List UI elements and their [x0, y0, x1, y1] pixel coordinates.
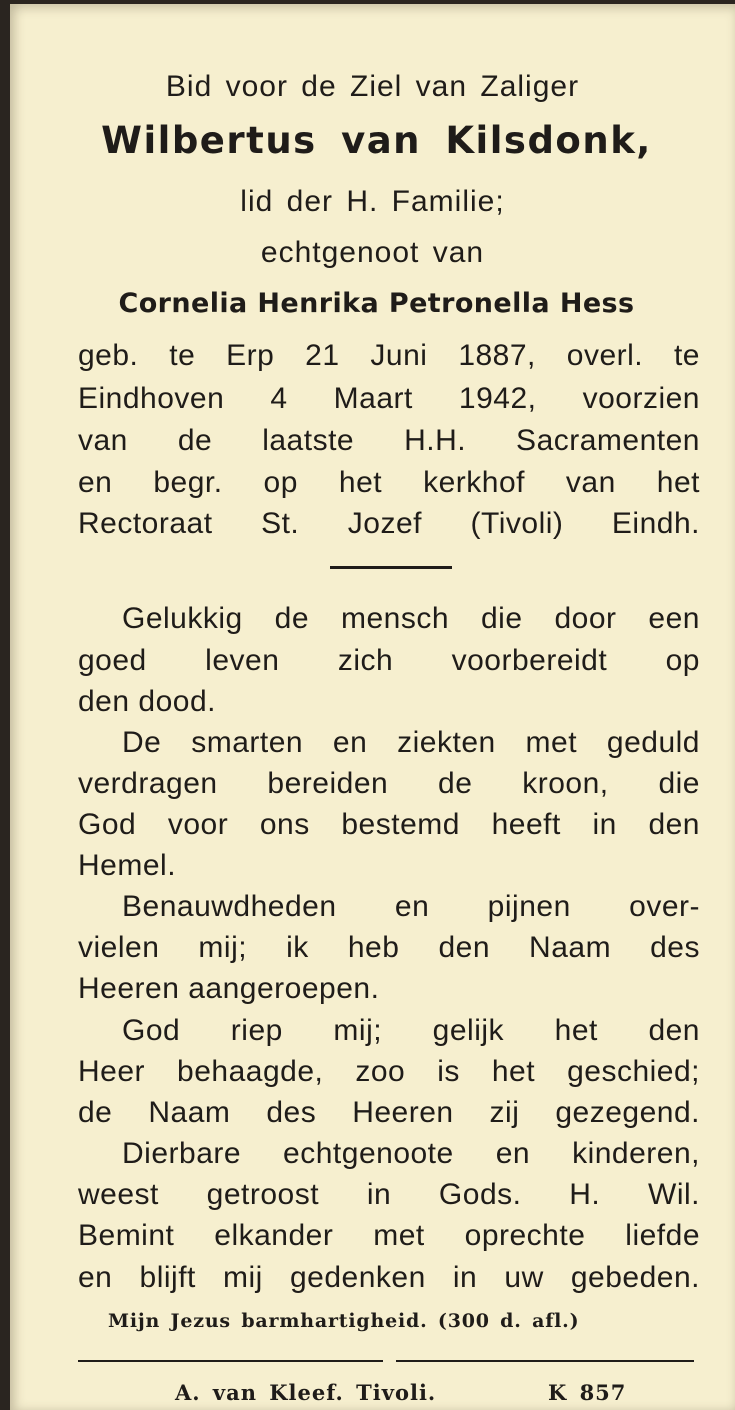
spouse-intro: echtgenoot van [260, 236, 485, 269]
verse-line: Gelukkig de mensch die door een [122, 602, 700, 635]
bottom-rule-right [396, 1360, 694, 1362]
printer-name: A. van Kleef. Tivoli. [175, 1380, 437, 1405]
membership: lid der H. Familie; [240, 185, 505, 218]
verse-line: en blijft mij gedenken in uw gebeden. [78, 1261, 700, 1294]
verse-line: God riep mij; gelijk het den [122, 1014, 700, 1047]
indulgence-prayer: Mijn Jezus barmhartigheid. (300 d. afl.) [108, 1310, 580, 1332]
verse-line: Hemel. [78, 849, 177, 882]
verse-line: goed leven zich voorbereidt op [78, 644, 700, 677]
bottom-rule-left [78, 1360, 383, 1362]
verse-line: God voor ons bestemd heeft in den [78, 808, 700, 841]
verse-line: verdragen bereiden de kroon, die [78, 767, 700, 800]
bio-line: en begr. op het kerkhof van het [78, 466, 700, 499]
bio-line: van de laatste H.H. Sacramenten [78, 424, 700, 457]
bio-line: geb. te Erp 21 Juni 1887, overl. te [78, 339, 700, 372]
spouse-name: Cornelia Henrika Petronella Hess [118, 288, 635, 319]
memorial-card [10, 4, 735, 1410]
deceased-name: Wilbertus van Kilsdonk, [101, 119, 652, 162]
bio-line: Eindhoven 4 Maart 1942, voorzien [78, 382, 700, 415]
verse-line: vielen mij; ik heb den Naam des [78, 931, 700, 964]
card-code: K 857 [548, 1380, 627, 1405]
verse-line: weest getroost in Gods. H. Wil. [78, 1178, 700, 1211]
verse-line: Heeren aangeroepen. [78, 972, 380, 1005]
heading: Bid voor de Ziel van Zaliger [165, 70, 580, 103]
verse-line: Benauwdheden en pijnen over- [122, 890, 700, 923]
verse-line: De smarten en ziekten met geduld [122, 726, 700, 759]
verse-line: den dood. [78, 685, 216, 718]
verse-line: Dierbare echtgenoote en kinderen, [122, 1137, 700, 1170]
verse-line: Bemint elkander met oprechte liefde [78, 1219, 700, 1252]
divider [330, 566, 452, 569]
bio-line: Rectoraat St. Jozef (Tivoli) Eindh. [78, 507, 700, 540]
verse-line: de Naam des Heeren zij gezegend. [78, 1096, 700, 1129]
verse-line: Heer behaagde, zoo is het geschied; [78, 1055, 700, 1088]
